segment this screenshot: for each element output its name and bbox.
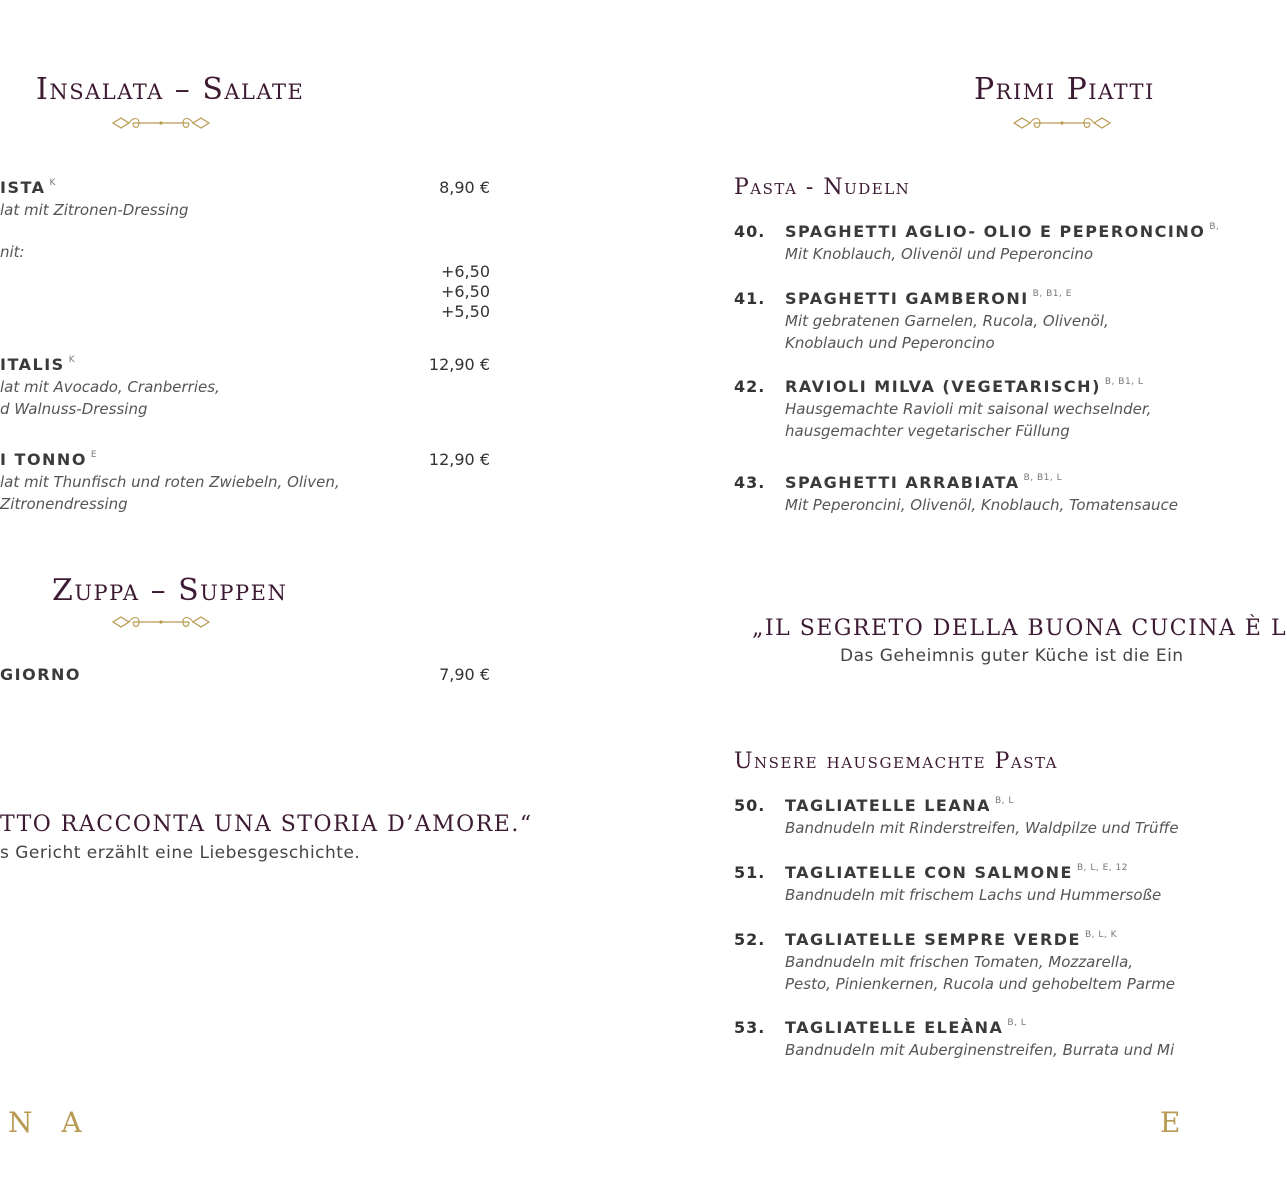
pasta-item-desc: Bandnudeln mit frischen Tomaten, Mozzarella, bbox=[785, 953, 1134, 971]
pasta-item-desc: Hausgemachte Ravioli mit saisonal wechselnder, bbox=[785, 400, 1152, 418]
salate-item-price: 8,90 € bbox=[439, 178, 490, 197]
pasta-item-desc: hausgemachter vegetarischer Füllung bbox=[785, 422, 1070, 440]
item-number: 50. bbox=[734, 796, 766, 815]
pasta-item-name: RAVIOLI MILVA (VEGETARISCH) $^{B, B1, L}$ bbox=[785, 377, 1144, 396]
pasta-item-desc: Bandnudeln mit Auberginenstreifen, Burrata und Mi bbox=[785, 1041, 1175, 1059]
ornament-divider-icon bbox=[111, 614, 211, 630]
salate-title: Insalata – Salate bbox=[36, 72, 305, 107]
primi-piatti-title: Primi Piatti bbox=[974, 72, 1155, 107]
pasta-item-name: SPAGHETTI AGLIO- OLIO E PEPERONCINO $^{B,}$ bbox=[785, 222, 1220, 241]
salate-item-name: ITALIS $^K$ bbox=[0, 355, 76, 374]
pasta-item-desc: Mit Knoblauch, Olivenöl und Peperoncino bbox=[785, 245, 1094, 263]
quote-italian: „IL SEGRETO DELLA BUONA CUCINA È L bbox=[752, 616, 1287, 641]
ornament-divider-icon bbox=[111, 115, 211, 131]
salate-item-desc: d Walnuss-Dressing bbox=[0, 400, 148, 418]
pasta-item-desc: Bandnudeln mit Rinderstreifen, Waldpilze und Trüffe bbox=[785, 819, 1179, 837]
item-number: 41. bbox=[734, 289, 766, 308]
item-number: 53. bbox=[734, 1018, 766, 1037]
salate-extra-price: +5,50 bbox=[440, 302, 490, 321]
pasta-item-name: TAGLIATELLE CON SALMONE $^{B, L, E, 12}$ bbox=[785, 863, 1128, 882]
salate-extra-price: +6,50 bbox=[440, 282, 490, 301]
pasta-item-name: TAGLIATELLE SEMPRE VERDE $^{B, L, K}$ bbox=[785, 930, 1118, 949]
pasta-item-name: SPAGHETTI ARRABIATA $^{B, B1, L}$ bbox=[785, 473, 1063, 492]
pasta-item-name: TAGLIATELLE ELEÀNA $^{B, L}$ bbox=[785, 1018, 1027, 1037]
pasta-item-desc: Mit Peperoncini, Olivenöl, Knoblauch, Tomatensauce bbox=[785, 496, 1178, 514]
salate-item-desc: Zitronendressing bbox=[0, 495, 128, 513]
footer-logo-letter: E bbox=[1160, 1106, 1191, 1139]
quote-italian: TTO RACCONTA UNA STORIA D’AMORE.“ bbox=[0, 812, 533, 837]
suppen-item-price: 7,90 € bbox=[439, 665, 490, 684]
item-number: 43. bbox=[734, 473, 766, 492]
pasta-item-desc: Knoblauch und Peperoncino bbox=[785, 334, 995, 352]
hausgemacht-subtitle: Unsere hausgemachte Pasta bbox=[734, 749, 1059, 774]
salate-extras-label: nit: bbox=[0, 243, 25, 261]
salate-item-name: ISTA $^K$ bbox=[0, 178, 56, 197]
quote-german: s Gericht erzählt eine Liebesgeschichte. bbox=[0, 843, 361, 863]
pasta-item-name: SPAGHETTI GAMBERONI $^{B, B1, E}$ bbox=[785, 289, 1072, 308]
salate-item-desc: lat mit Thunfisch und roten Zwiebeln, Oliven, bbox=[0, 473, 340, 491]
pasta-item-desc: Bandnudeln mit frischem Lachs und Hummersoße bbox=[785, 886, 1162, 904]
item-number: 51. bbox=[734, 863, 766, 882]
pasta-subtitle: Pasta - Nudeln bbox=[734, 175, 911, 200]
salate-item-desc: lat mit Avocado, Cranberries, bbox=[0, 378, 220, 396]
pasta-item-name: TAGLIATELLE LEANA $^{B, L}$ bbox=[785, 796, 1014, 815]
pasta-item-desc: Mit gebratenen Garnelen, Rucola, Olivenöl, bbox=[785, 312, 1109, 330]
quote-german: Das Geheimnis guter Küche ist die Ein bbox=[840, 646, 1184, 666]
footer-logo-letters: N A bbox=[8, 1106, 92, 1139]
salate-extra-price: +6,50 bbox=[440, 262, 490, 281]
salate-item-price: 12,90 € bbox=[428, 355, 490, 374]
suppen-title: Zuppa – Suppen bbox=[52, 573, 288, 608]
item-number: 42. bbox=[734, 377, 766, 396]
item-number: 52. bbox=[734, 930, 766, 949]
item-number: 40. bbox=[734, 222, 766, 241]
salate-item-price: 12,90 € bbox=[428, 450, 490, 469]
salate-item-name: I TONNO $^E$ bbox=[0, 450, 98, 469]
salate-item-desc: lat mit Zitronen-Dressing bbox=[0, 201, 189, 219]
pasta-item-desc: Pesto, Pinienkernen, Rucola und gehobeltem Parme bbox=[785, 975, 1176, 993]
suppen-item-name: GIORNO bbox=[0, 665, 81, 684]
ornament-divider-icon bbox=[1012, 115, 1112, 131]
